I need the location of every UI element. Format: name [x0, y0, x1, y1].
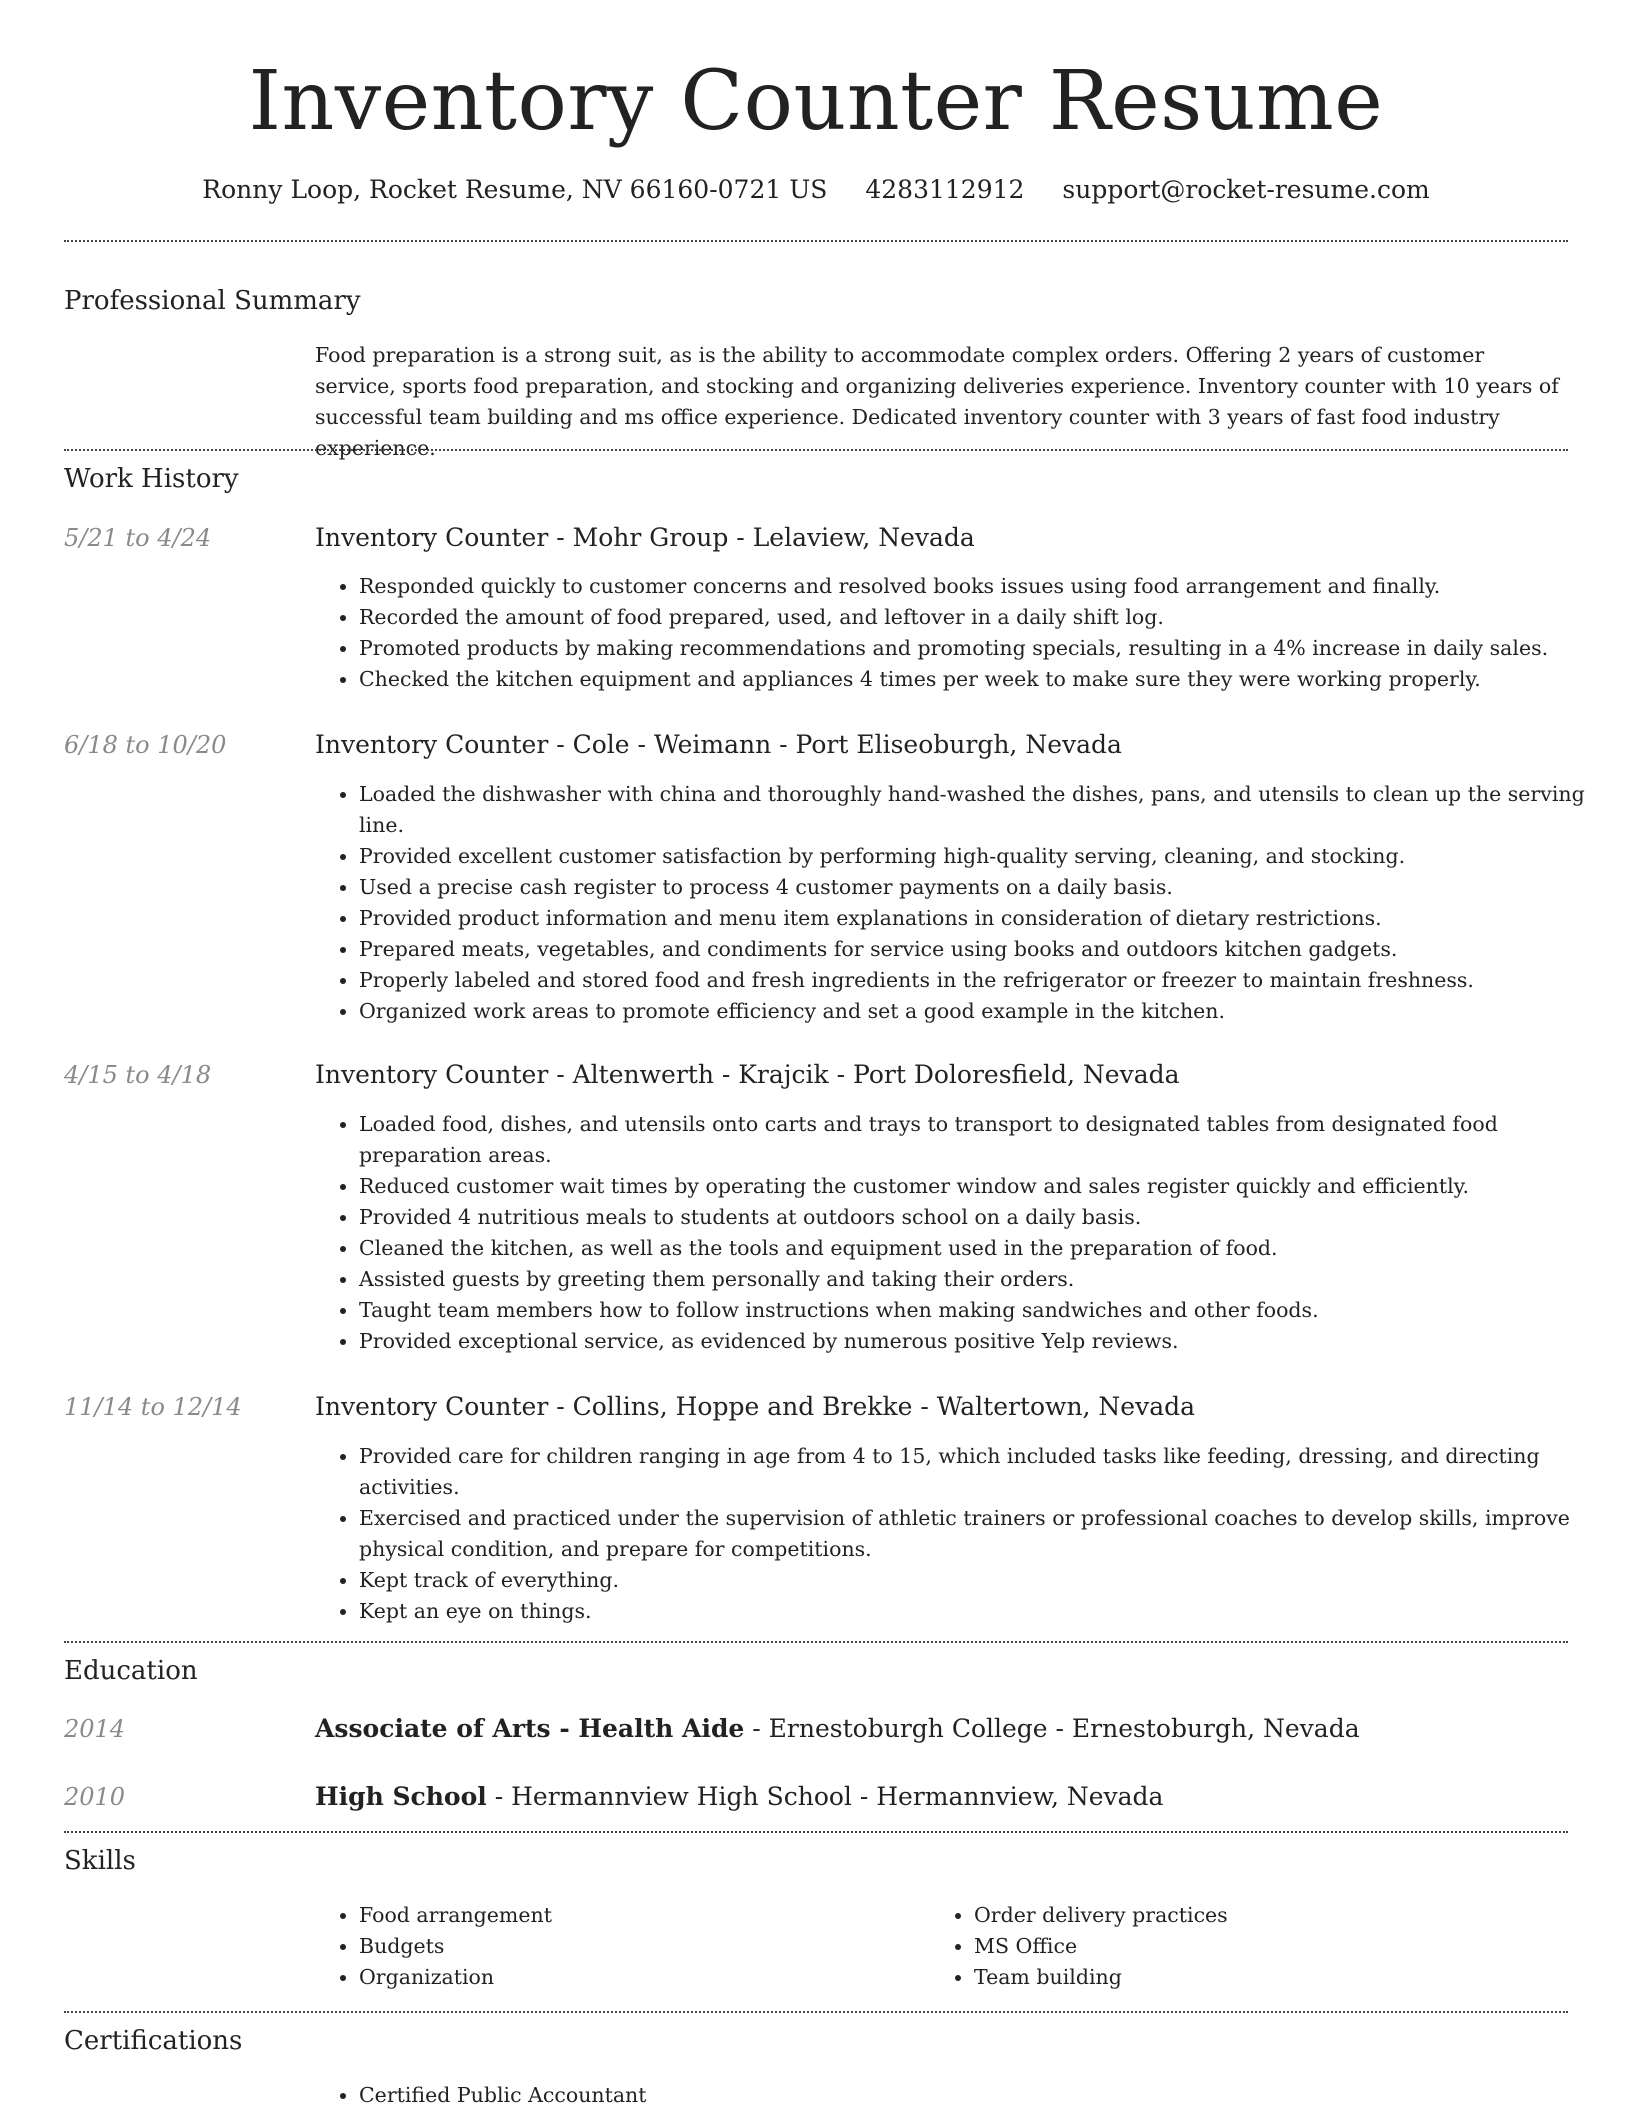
job-bullet: • Kept an eye on things. [359, 1596, 1609, 1627]
job-dates: 4/15 to 4/18 [64, 1061, 212, 1089]
job-title: Inventory Counter - Collins, Hoppe and Brekke - Waltertown, Nevada [315, 1392, 1196, 1421]
job-bullets [315, 571, 1609, 695]
education-year: 2014 [64, 1715, 126, 1743]
summary-text: Food preparation is a strong suit, as is the ability to accommodate complex orders. Offering 2 years of customer service, sports food preparation, and stocking and organizing deliveries experience. Inventory counter with 10 years of successful team building and ms office experience. Dedicated inventory counter with 3 years of fast food industry experience. [315, 343, 1559, 460]
education-heading: Education [64, 1656, 198, 1686]
job-bullet: • Loaded the dishwasher with china and thoroughly hand-washed the dishes, pans, and utensils to clean up the serving line. [359, 779, 1609, 841]
job-bullet: • Used a precise cash register to process 4 customer payments on a daily basis. [359, 872, 1609, 903]
job-bullet: • Reduced customer wait times by operating the customer window and sales register quickly and efficiently. [359, 1171, 1609, 1202]
skill-item: • Team building [974, 1962, 1574, 1993]
job-bullet: • Exercised and practiced under the supervision of athletic trainers or professional coaches to develop skills, improve physical condition, and prepare for competitions. [359, 1503, 1609, 1565]
job-bullets [315, 1109, 1609, 1357]
education-degree: High School [315, 1782, 487, 1811]
education-school: - Hermannview High School - Hermannview, Nevada [486, 1782, 1164, 1811]
job-dates: 5/21 to 4/24 [64, 524, 212, 552]
job-title: Inventory Counter - Altenwerth - Krajcik - Port Doloresfield, Nevada [315, 1060, 1180, 1089]
job-dates: 6/18 to 10/20 [64, 731, 227, 759]
summary-heading: Professional Summary [64, 286, 361, 316]
job-bullet: • Cleaned the kitchen, as well as the tools and equipment used in the preparation of food. [359, 1233, 1609, 1264]
skill-item: • MS Office [974, 1931, 1574, 1962]
skill-item: • Organization [359, 1962, 929, 1993]
skill-item: • Food arrangement [359, 1900, 929, 1931]
job-bullet: • Recorded the amount of food prepared, used, and leftover in a daily shift log. [359, 602, 1609, 633]
skills-heading: Skills [64, 1846, 136, 1876]
section-divider [64, 1831, 1568, 1833]
job-bullets [315, 1441, 1609, 1627]
job-title: Inventory Counter - Cole - Weimann - Port Eliseoburgh, Nevada [315, 730, 1122, 759]
job-bullet: • Provided 4 nutritious meals to students at outdoors school on a daily basis. [359, 1202, 1609, 1233]
skill-item: • Order delivery practices [974, 1900, 1574, 1931]
contact-email: support@rocket-resume.com [1062, 175, 1430, 204]
education-entry [315, 1779, 1568, 1815]
education-school: - Ernestoburgh College - Ernestoburgh, Nevada [744, 1714, 1360, 1743]
job-bullet: • Prepared meats, vegetables, and condiments for service using books and outdoors kitchen gadgets. [359, 934, 1609, 965]
resume-title: Inventory Counter Resume [248, 54, 1384, 149]
section-divider [64, 1641, 1568, 1643]
contact-address: Ronny Loop, Rocket Resume, NV 66160-0721 US [202, 175, 828, 204]
job-bullet: • Assisted guests by greeting them personally and taking their orders. [359, 1264, 1609, 1295]
section-divider [64, 240, 1568, 242]
certification-item: • Certified Public Accountant [359, 2080, 1609, 2111]
job-bullets [315, 779, 1609, 1027]
contact-line [0, 170, 1632, 210]
job-bullet: • Provided care for children ranging in age from 4 to 15, which included tasks like feeding, dressing, and directing activities. [359, 1441, 1609, 1503]
skill-item: • Budgets [359, 1931, 929, 1962]
job-bullet: • Provided exceptional service, as evidenced by numerous positive Yelp reviews. [359, 1326, 1609, 1357]
education-year: 2010 [64, 1783, 126, 1811]
job-bullet: • Responded quickly to customer concerns and resolved books issues using food arrangement and finally. [359, 571, 1609, 602]
job-bullet: • Loaded food, dishes, and utensils onto carts and trays to transport to designated tables from designated food preparation areas. [359, 1109, 1609, 1171]
skills-list-left [315, 1900, 929, 1993]
certifications-list [315, 2080, 1609, 2111]
contact-phone: 4283112912 [865, 175, 1025, 204]
job-bullet: • Provided excellent customer satisfaction by performing high-quality serving, cleaning, and stocking. [359, 841, 1609, 872]
job-dates: 11/14 to 12/14 [64, 1393, 242, 1421]
job-bullet: • Checked the kitchen equipment and appliances 4 times per week to make sure they were working properly. [359, 664, 1609, 695]
job-bullet: • Promoted products by making recommendations and promoting specials, resulting in a 4% increase in daily sales. [359, 633, 1609, 664]
section-divider [64, 2011, 1568, 2013]
job-bullet: • Properly labeled and stored food and fresh ingredients in the refrigerator or freezer to maintain freshness. [359, 965, 1609, 996]
job-title: Inventory Counter - Mohr Group - Lelaview, Nevada [315, 523, 975, 552]
section-divider [64, 449, 1568, 451]
education-entry [315, 1711, 1568, 1747]
job-bullet: • Organized work areas to promote efficiency and set a good example in the kitchen. [359, 996, 1609, 1027]
job-bullet: • Provided product information and menu item explanations in consideration of dietary restrictions. [359, 903, 1609, 934]
skills-list-right [930, 1900, 1574, 1993]
education-degree: Associate of Arts - Health Aide [315, 1714, 745, 1743]
job-bullet: • Kept track of everything. [359, 1565, 1609, 1596]
work-history-heading: Work History [64, 464, 239, 494]
certifications-heading: Certifications [64, 2026, 243, 2056]
job-bullet: • Taught team members how to follow instructions when making sandwiches and other foods. [359, 1295, 1609, 1326]
